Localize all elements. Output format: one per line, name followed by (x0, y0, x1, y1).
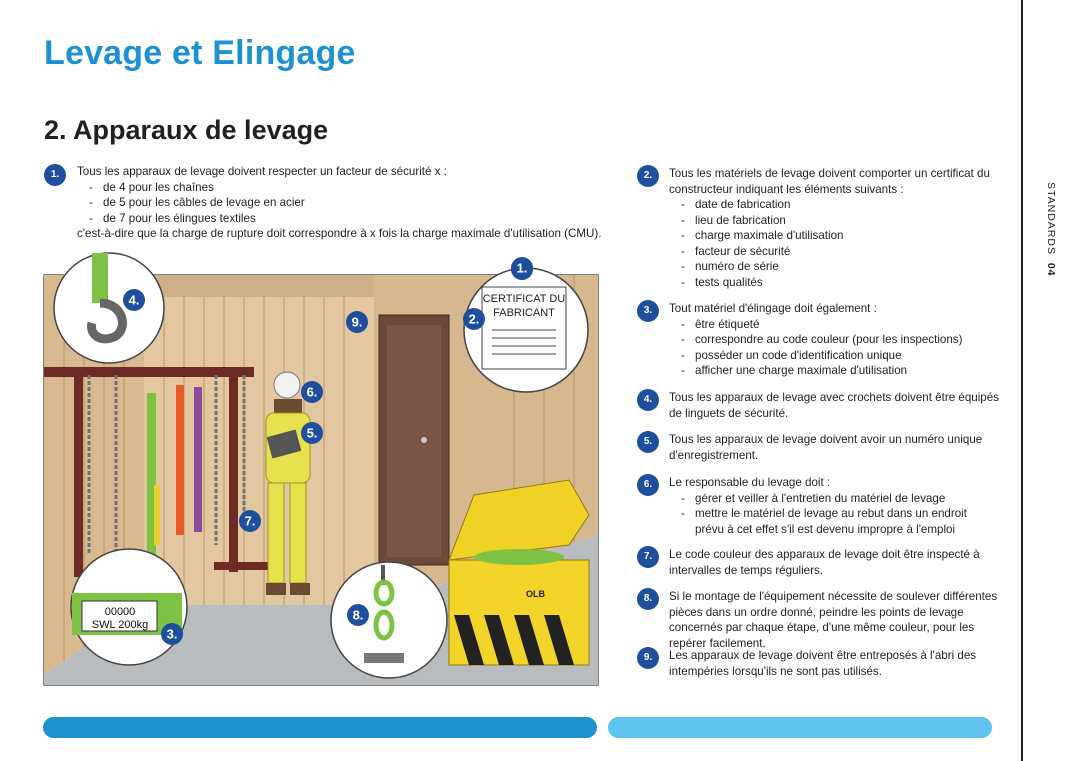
svg-text:2.: 2. (468, 311, 480, 327)
marker-7 (239, 510, 261, 532)
item-2-badge: 2. (637, 165, 659, 187)
lifting-equipment-illustration (44, 260, 598, 685)
item-6-intro: Le responsable du levage doit : (669, 476, 831, 489)
item-2-bullet: - facteur de sécurité (681, 244, 999, 260)
section-title: 2. Apparaux de levage (44, 115, 329, 145)
tag-line-1: 00000 (104, 606, 136, 618)
item-8-badge: 8. (637, 588, 659, 610)
svg-text:5.: 5. (306, 425, 318, 441)
item-1-footer: c'est-à-dire que la charge de rupture doit correspondre à x fois la charge maximale d'utilisation (CMU). (77, 227, 602, 240)
item-9-text (669, 648, 999, 679)
svg-text:7.: 7. (244, 513, 256, 529)
item-7-badge: 7. (637, 546, 659, 568)
marker-4 (123, 289, 145, 311)
side-rule (1021, 0, 1023, 761)
item-2-bullet: - tests qualités (681, 275, 999, 291)
item-6-bullet: - gérer et veiller à l'entretien du matériel de levage (681, 491, 999, 507)
item-5-badge: 5. (637, 431, 659, 453)
item-1-bullets (77, 180, 617, 227)
toolbox-label: OLB (526, 589, 545, 599)
item-6-bullet: - mettre le matériel de levage au rebut dans un endroit prévu à cet effet s'il est devenu impropre à l'emploi (681, 506, 999, 537)
item-1-bullet: - de 4 pour les chaînes (89, 180, 617, 196)
marker-8 (347, 604, 369, 626)
item-1-bullet: - de 5 pour les câbles de levage en acier (89, 195, 617, 211)
item-8-intro: Si le montage de l'équipement nécessite de soulever différentes pièces dans un ordre donné, peindre les points de levage concernés par chaque étape, d'une même couleur, pour les repérer facilement. (669, 590, 998, 650)
marker-1 (511, 257, 533, 279)
item-7-intro: Le code couleur des apparaux de levage doit être inspecté à intervalles de temps réguliers. (669, 548, 980, 577)
marker-6 (301, 381, 323, 403)
item-4-intro: Tous les apparaux de levage avec crochets doivent être équipés de linguets de sécurité. (669, 391, 999, 420)
item-3-bullet: - posséder un code d'identification unique (681, 348, 999, 364)
item-2-bullet: - numéro de série (681, 259, 999, 275)
item-3-text (669, 301, 999, 379)
item-2-text (669, 166, 999, 290)
item-6-badge: 6. (637, 474, 659, 496)
side-label-number: 04 (1045, 262, 1057, 277)
side-label-text: STANDARDS (1045, 182, 1057, 255)
svg-text:6.: 6. (306, 384, 318, 400)
item-1-bullet: - de 7 pour les élingues textiles (89, 211, 617, 227)
item-4-badge: 4. (637, 389, 659, 411)
marker-9 (346, 311, 368, 333)
marker-2 (463, 308, 485, 330)
item-1-text (77, 164, 617, 242)
footer-bar-right (608, 717, 992, 738)
item-4-text (669, 390, 999, 421)
item-6-text (669, 475, 999, 537)
item-2-intro: Tous les matériels de levage doivent comporter un certificat du constructeur indiquant les éléments suivants : (669, 167, 990, 196)
item-3-badge: 3. (637, 300, 659, 322)
item-8-text (669, 589, 999, 651)
item-7-text (669, 547, 999, 578)
item-5-intro: Tous les apparaux de levage doivent avoir un numéro unique d'enregistrement. (669, 433, 983, 462)
svg-text:8.: 8. (352, 607, 364, 623)
item-1-badge: 1. (44, 164, 66, 186)
svg-text:3.: 3. (166, 626, 178, 642)
side-label (1045, 182, 1057, 277)
item-5-text (669, 432, 999, 463)
page-title: Levage et Elingage (44, 34, 356, 72)
item-1-intro: Tous les apparaux de levage doivent respecter un facteur de sécurité x : (77, 165, 447, 178)
svg-text:1.: 1. (516, 260, 528, 276)
item-2-bullets (669, 197, 999, 290)
tag-line-2: SWL 200kg (91, 619, 149, 631)
item-2-bullet: - date de fabrication (681, 197, 999, 213)
item-9-badge: 9. (637, 647, 659, 669)
item-3-bullet: - correspondre au code couleur (pour les inspections) (681, 332, 999, 348)
marker-3 (161, 623, 183, 645)
item-3-bullet: - afficher une charge maximale d'utilisation (681, 363, 999, 379)
item-2-bullet: - charge maximale d'utilisation (681, 228, 999, 244)
certificate-line-2: FABRICANT (493, 307, 555, 319)
item-3-bullet: - être étiqueté (681, 317, 999, 333)
item-6-bullets (669, 491, 999, 538)
item-3-bullets (669, 317, 999, 379)
footer-bar-left (43, 717, 597, 738)
marker-5 (301, 422, 323, 444)
certificate-line-1: CERTIFICAT DU (482, 293, 566, 305)
item-9-intro: Les apparaux de levage doivent être entreposés à l'abri des intempéries lorsqu'ils ne sont pas utilisés. (669, 649, 977, 678)
svg-text:9.: 9. (351, 314, 363, 330)
item-3-intro: Tout matériel d'élingage doit également : (669, 302, 877, 315)
svg-text:4.: 4. (128, 292, 140, 308)
item-2-bullet: - lieu de fabrication (681, 213, 999, 229)
